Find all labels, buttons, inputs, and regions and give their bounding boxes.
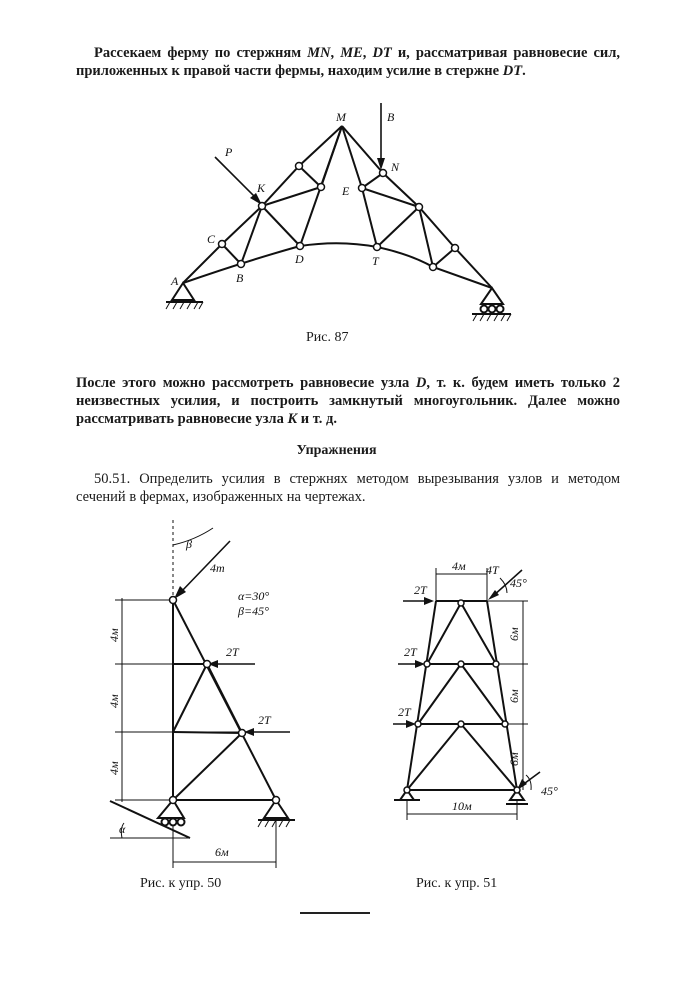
label-load-2t-2: 2Т xyxy=(404,645,417,659)
label-k: K xyxy=(257,181,266,195)
para2-text: После этого можно рассмотреть равновесие узла xyxy=(76,375,416,391)
end-rule xyxy=(300,912,370,914)
label-beta-eq: β=45° xyxy=(238,604,269,618)
dim-6m-2: 6м xyxy=(507,689,521,703)
para1-bar-dt-2: DT xyxy=(502,63,523,79)
label-beta: β xyxy=(186,537,192,551)
label-load-2t-a: 2Т xyxy=(226,645,239,659)
figure-50 xyxy=(110,520,295,868)
para2-end: и т. д. xyxy=(297,411,337,427)
label-m: M xyxy=(336,110,346,124)
dim-4m-3: 4м xyxy=(107,761,121,775)
para2-node-d: D xyxy=(415,375,427,391)
label-load-2t-1: 2Т xyxy=(414,583,427,597)
exercise-text xyxy=(76,470,620,506)
label-p: P xyxy=(225,145,233,159)
dim-4m-1: 4м xyxy=(107,628,121,642)
para1-bar-dt: DT xyxy=(372,45,392,61)
label-load-4t: 4т xyxy=(210,561,225,575)
label-load-2t-b: 2Т xyxy=(258,713,271,727)
label-alpha: α xyxy=(119,822,126,836)
dim-10m-base: 10м xyxy=(452,799,472,813)
label-angle-45-bottom: 45° xyxy=(541,784,558,798)
label-angle-45-top: 45° xyxy=(510,576,527,590)
section-heading: Упражнения xyxy=(296,443,377,458)
dim-6m-base: 6м xyxy=(215,845,229,859)
para2-text-mid: , т. к. будем иметь только 2 неизвестных усилия, и построить замкнутый многоугольник. Далее можно рассматривать равновесие узла xyxy=(76,375,620,427)
label-load-4t: 4Т xyxy=(486,563,499,577)
exercise-body: 50.51. Определить усилия в стержнях методом вырезывания узлов и методом сечений в фермах, изображенных на чертежах. xyxy=(76,471,620,505)
para1-bar-mn: MN xyxy=(307,45,331,61)
figure-87-caption: Рис. 87 xyxy=(306,330,349,345)
para1-bar-me: ME xyxy=(340,45,363,61)
dim-6m-1: 6м xyxy=(507,627,521,641)
figure-87 xyxy=(166,103,511,321)
label-n: N xyxy=(391,160,400,174)
label-a: A xyxy=(171,274,179,288)
label-c: C xyxy=(207,232,216,246)
bottom-chord xyxy=(183,243,492,288)
dim-4m-2: 4м xyxy=(107,694,121,708)
dim-6m-3: 6м xyxy=(507,752,521,766)
para1-text: Рассекаем ферму по стержням xyxy=(94,45,308,61)
figure-51-caption: Рис. к упр. 51 xyxy=(416,876,498,891)
para1-sep: , xyxy=(330,45,341,61)
para2-node-k: K xyxy=(287,411,298,427)
para1-end: . xyxy=(522,63,526,79)
label-e: E xyxy=(342,184,350,198)
dim-4m-top: 4м xyxy=(452,559,466,573)
figure-87-nodes xyxy=(219,163,459,271)
paragraph-2 xyxy=(76,374,620,428)
label-load-2t-3: 2Т xyxy=(398,705,411,719)
label-load-b: B xyxy=(387,110,395,124)
label-t: T xyxy=(372,254,379,268)
figure-50-caption: Рис. к упр. 50 xyxy=(140,876,222,891)
label-alpha-eq: α=30° xyxy=(238,589,270,603)
para1-text-mid: и, рассматривая равновесие сил, приложенных к правой части фермы, находим усилие в стержне xyxy=(76,45,621,79)
label-node-b: B xyxy=(236,271,244,285)
para1-sep: , xyxy=(362,45,373,61)
label-d: D xyxy=(295,252,304,266)
